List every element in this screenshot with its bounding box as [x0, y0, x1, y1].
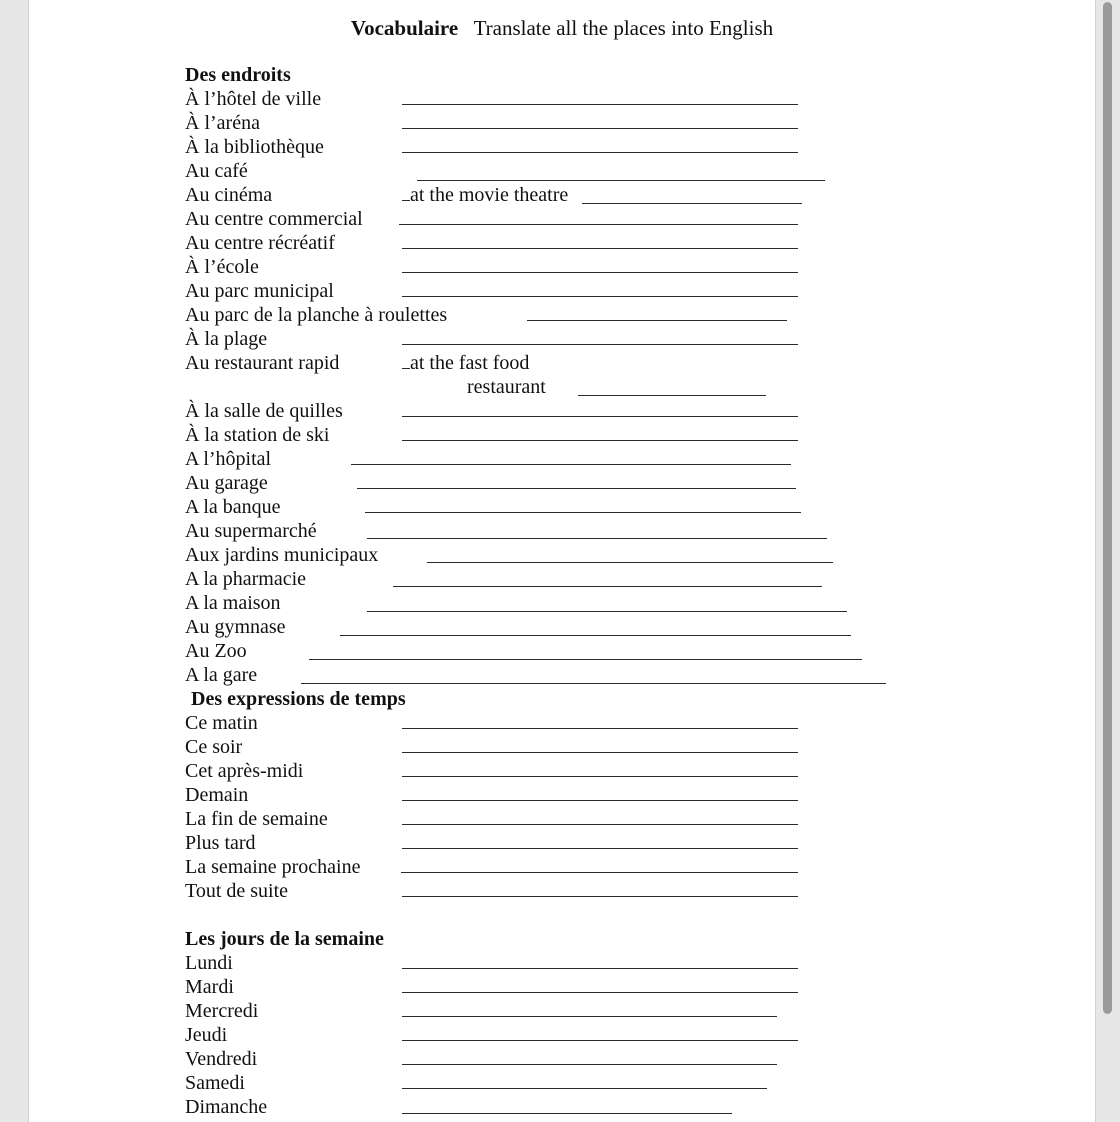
answer-blank[interactable] [402, 1113, 732, 1114]
answer-blank[interactable] [401, 872, 798, 873]
answer-blank[interactable] [402, 152, 798, 153]
answer-blank[interactable] [402, 128, 798, 129]
answer-blank[interactable] [357, 488, 796, 489]
section-heading-places: Des endroits [185, 64, 291, 86]
answer-blank[interactable] [399, 224, 798, 225]
answer-blank[interactable] [367, 538, 827, 539]
answer-blank[interactable] [427, 562, 833, 563]
answer-blank[interactable] [393, 586, 822, 587]
vocab-term: Mardi [185, 976, 234, 998]
answer-blank[interactable] [367, 611, 847, 612]
scrollbar-thumb[interactable] [1103, 2, 1112, 1014]
answer-blank[interactable] [402, 248, 798, 249]
vocab-term: Au centre commercial [185, 208, 363, 230]
section-heading-days: Les jours de la semaine [185, 928, 384, 950]
vocab-term: Au gymnase [185, 616, 286, 638]
answer-blank[interactable] [402, 824, 798, 825]
answer-blank[interactable] [402, 272, 798, 273]
vocab-term: A la gare [185, 664, 258, 686]
vocab-term: Ce soir [185, 736, 243, 758]
vocab-term: Au parc de la planche à roulettes [185, 304, 448, 326]
vocab-term: Aux jardins municipaux [185, 544, 379, 566]
answer-blank-lead [402, 368, 410, 369]
answer-blank[interactable] [340, 635, 851, 636]
answer-blank[interactable] [301, 683, 886, 684]
vocab-term: À l’hôtel de ville [185, 88, 322, 110]
answer-blank-lead [402, 200, 410, 201]
vocab-term: Ce matin [185, 712, 258, 734]
vocab-term: Au supermarché [185, 520, 317, 542]
vocab-term: À la bibliothèque [185, 136, 324, 158]
vocab-term: Plus tard [185, 832, 256, 854]
vocab-term: La fin de semaine [185, 808, 328, 830]
answer-blank[interactable] [417, 180, 825, 181]
page-title [29, 15, 1095, 41]
vocab-term: À l’école [185, 256, 259, 278]
answer-blank[interactable] [402, 896, 798, 897]
answer-blank[interactable] [402, 440, 798, 441]
vocab-term: Au restaurant rapid [185, 352, 340, 374]
answer-blank[interactable] [402, 1064, 777, 1065]
answer-blank[interactable] [402, 752, 798, 753]
vocab-term: Au garage [185, 472, 268, 494]
answer-blank[interactable] [402, 1040, 798, 1041]
vocab-term: Mercredi [185, 1000, 259, 1022]
answer-blank[interactable] [402, 1016, 777, 1017]
vocab-term: À la plage [185, 328, 268, 350]
vocab-term: Au cinéma [185, 184, 273, 206]
vocab-term: Lundi [185, 952, 233, 974]
vocab-term: À la salle de quilles [185, 400, 343, 422]
answer-blank[interactable] [402, 848, 798, 849]
vocab-term: La semaine prochaine [185, 856, 361, 878]
vocab-term: Dimanche [185, 1096, 268, 1118]
answer-blank[interactable] [402, 104, 798, 105]
filled-answer: at the fast food [410, 352, 530, 374]
answer-blank[interactable] [402, 992, 798, 993]
vocab-term: Tout de suite [185, 880, 289, 902]
vocab-term: Au parc municipal [185, 280, 334, 302]
answer-blank[interactable] [402, 1088, 767, 1089]
answer-blank[interactable] [402, 344, 798, 345]
vocab-term: Au Zoo [185, 640, 247, 662]
answer-blank[interactable] [402, 968, 798, 969]
answer-blank[interactable] [402, 296, 798, 297]
answer-blank[interactable] [351, 464, 791, 465]
answer-blank[interactable] [402, 800, 798, 801]
vocab-term: A l’hôpital [185, 448, 272, 470]
vocab-term: Au café [185, 160, 248, 182]
answer-blank[interactable] [527, 320, 787, 321]
vocab-term: A la maison [185, 592, 281, 614]
vocab-term: Vendredi [185, 1048, 258, 1070]
answer-blank[interactable] [309, 659, 862, 660]
answer-blank[interactable] [402, 728, 798, 729]
answer-blank[interactable] [402, 776, 798, 777]
vocab-term: Samedi [185, 1072, 245, 1094]
vocab-term: Demain [185, 784, 249, 806]
vocab-term: A la banque [185, 496, 281, 518]
vocab-term: A la pharmacie [185, 568, 307, 590]
filled-answer-continued: restaurant [467, 376, 546, 398]
title-bold: Vocabulaire [350, 16, 459, 40]
vocab-term: Cet après-midi [185, 760, 304, 782]
answer-blank[interactable] [402, 416, 798, 417]
section-heading-time: Des expressions de temps [191, 688, 406, 710]
answer-blank[interactable] [578, 395, 766, 396]
answer-blank[interactable] [365, 512, 801, 513]
vocab-term: Jeudi [185, 1024, 228, 1046]
vocab-term: Au centre récréatif [185, 232, 335, 254]
vocab-term: À la station de ski [185, 424, 330, 446]
vocab-term: À l’aréna [185, 112, 260, 134]
worksheet-page [28, 0, 1096, 1122]
title-instruction: Translate all the places into English [473, 16, 774, 40]
filled-answer: at the movie theatre [410, 184, 569, 206]
answer-blank[interactable] [582, 203, 802, 204]
